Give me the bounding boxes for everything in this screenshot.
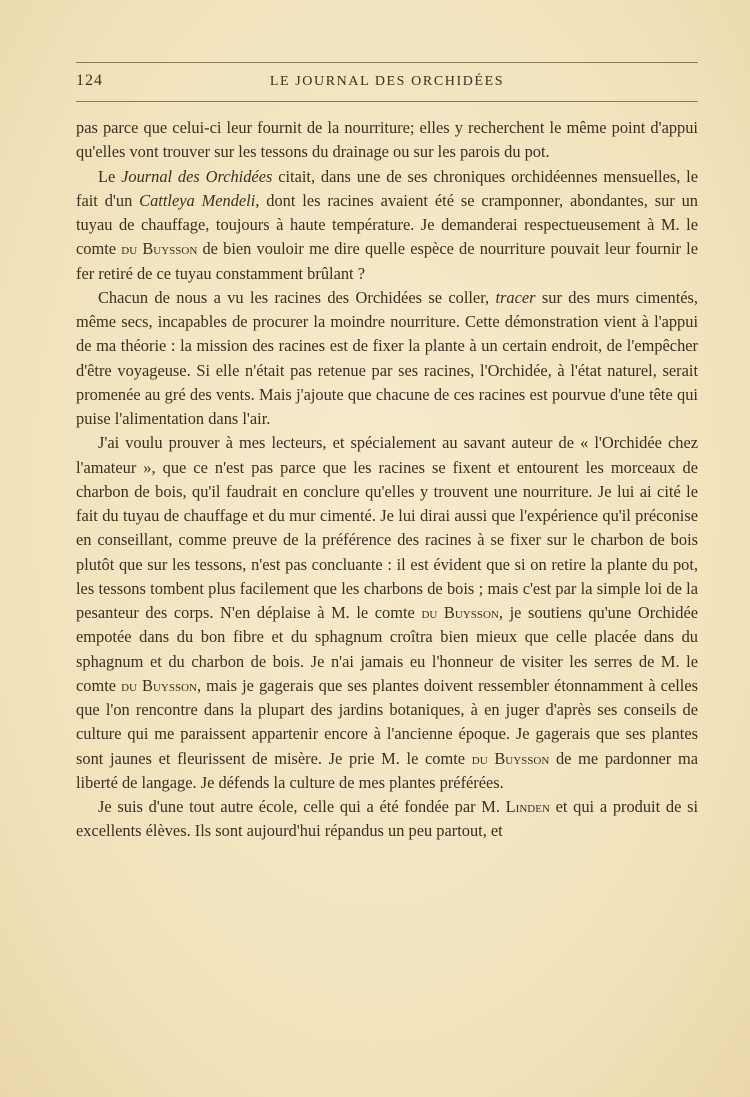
text-run: , je soutiens qu'une Orchidée empotée dans du bon fibre et du sphagnum croîtra bien mieux que celle placée dans du sphagnum et du charbon de bois. Je n'ai jamais eu l'honneur de visiter les serres de M. le comte bbox=[76, 603, 698, 695]
small-caps-name: Linden bbox=[505, 797, 550, 816]
paragraph-4 bbox=[76, 431, 698, 795]
text-run: dont les racines avaient été se cramponner, abondantes, sur un tuyau de chauffage, toujours à haute température. Je demanderai respectueusement à M. le comte bbox=[76, 190, 698, 259]
paragraph-2 bbox=[76, 165, 698, 286]
running-head bbox=[76, 72, 698, 96]
paragraph-5 bbox=[76, 795, 698, 844]
header-top-rule bbox=[76, 62, 698, 63]
small-caps-name: du Buysson bbox=[121, 239, 198, 259]
paragraph-3 bbox=[76, 286, 698, 432]
paragraph-1: pas parce que celui-ci leur fournit de la nourriture; elles y recherchent le même point d'appui qu'elles vont trouver sur les tessons du drainage ou sur les parois du pot. bbox=[76, 118, 698, 162]
text-run: sur des murs cimentés, même secs, incapables de procurer la moindre nourriture. Cette démonstration vient à l'appui de ma théorie : la mission des racines est de fixer la plante à un certain endroit, de l'empêcher d'être voyageuse. Si elle n'était pas retenue par ses racines, l'Orchidée, à l'état naturel, serait promenée au gré des vents. Mais j'ajoute que chacune de ces racines est pourvue d'une tête qui puise l'alimentation dans l'air. bbox=[76, 287, 698, 428]
text-run: de bien vouloir me dire quelle espèce de nourriture pouvait leur fournir le fer retiré de ce tuyau constamment brûlant ? bbox=[76, 239, 698, 283]
header-bottom-rule bbox=[76, 101, 698, 102]
italic-word: tracer bbox=[495, 287, 536, 307]
text-run: de me pardonner ma liberté de langage. Je défends la culture de mes plantes préférées. bbox=[76, 748, 698, 792]
body-text bbox=[76, 116, 698, 844]
text-run: J'ai voulu prouver à mes lecteurs, et spécialement au savant auteur de « l'Orchidée chez l'amateur », que ce n'est pas parce que les racines se fixent et entourent les morceaux de charbon de bois, qu'il faudrait en conclure qu'elles y trouvent une nourriture. Je lui ai cité le fait du tuyau de chauffage et du mur cimenté. Je lui dirai aussi que l'expérience qu'il préconise en conseillant, comme preuve de la préférence des racines à se fixer sur le charbon de bois plutôt que sur les tessons, n'est pas concluante : il est évident que si on retire la plante du pot, les tessons tombent plus facilement que les charbons de bois ; mais c'est par la simple loi de la pesanteur des corps. N'en déplaise à M. le comte bbox=[76, 433, 698, 622]
text-run: Le bbox=[98, 166, 122, 186]
text-run: et qui a produit de si excellents élèves. Ils sont aujourd'hui répandus un peu partout, et bbox=[76, 797, 699, 841]
text-run: citait, dans une de ses chroniques orchidéennes mensuelles, le fait d'un bbox=[76, 166, 698, 210]
small-caps-name: du Buysson bbox=[121, 675, 197, 695]
page-number: 124 bbox=[76, 72, 103, 89]
italic-journal-title: Journal des Orchidées bbox=[121, 166, 273, 186]
text-run: , mais je gagerais que ses plantes doivent ressembler étonnamment à celles que l'on rencontre dans la plupart des jardins botaniques, à en juger d'après ses conseils de culture qui me paraissent appartenir encore à l'ancienne époque. Je gagerais que ses plantes sont jaunes et fleurissent de misère. Je prie M. le comte bbox=[76, 675, 698, 768]
text-run: Chacun de nous a vu les racines des Orchidées se coller, bbox=[98, 287, 496, 307]
small-caps-name: du Buysson bbox=[421, 603, 499, 622]
small-caps-name: du Buysson bbox=[471, 748, 550, 768]
text-run: Je suis d'une tout autre école, celle qui a été fondée par M. bbox=[98, 797, 506, 816]
journal-title: LE JOURNAL DES ORCHIDÉES bbox=[269, 74, 505, 89]
italic-species-name: Cattleya Mendeli, bbox=[139, 190, 260, 210]
